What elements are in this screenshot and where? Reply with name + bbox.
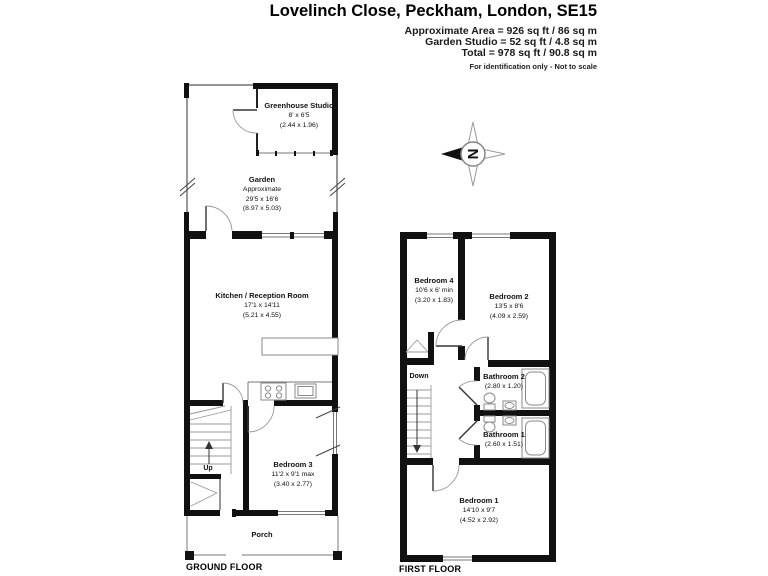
- stairs-down-label: Down: [409, 373, 429, 380]
- bedroom1-label: Bedroom 1 14'10 x 9'7 (4.52 x 2.92): [459, 496, 499, 524]
- bedroom1-door: [433, 465, 459, 491]
- kitchen-reception-label: Kitchen / Reception Room 17'1 x 14'11 (5.21 x 4.55): [215, 291, 309, 319]
- landing-closet: [406, 340, 428, 352]
- bathroom2-label: Bathroom 2 (2.80 x 1.20): [483, 372, 525, 390]
- toilet: [484, 404, 495, 410]
- garden-studio-line: Garden Studio = 52 sq ft / 4.8 sq m: [425, 36, 597, 48]
- porch-label: Porch: [251, 530, 273, 539]
- bedroom4-door: [436, 320, 462, 346]
- bathroom1-door: [459, 421, 477, 445]
- page-title: Lovelinch Close, Peckham, London, SE15: [269, 2, 597, 20]
- staircase-down: [407, 385, 431, 458]
- bedroom4-label: Bedroom 4 10'6 x 6' min (3.20 x 1.83): [414, 276, 454, 304]
- bedroom3-label: Bedroom 3 11'2 x 9'1 max (3.40 x 2.77): [271, 460, 315, 488]
- greenhouse-studio-label: Greenhouse Studio 8' x 6'5 (2.44 x 1.96): [264, 101, 334, 129]
- toilet: [484, 416, 495, 422]
- disclaimer-text: For identification only - Not to scale: [469, 62, 597, 71]
- bedroom2-label: Bedroom 2 13'5 x 8'6 (4.09 x 2.59): [489, 292, 529, 320]
- ground-floor-title: GROUND FLOOR: [186, 562, 263, 572]
- first-floor-title: FIRST FLOOR: [399, 564, 462, 574]
- bathroom1-label: Bathroom 1 (2.60 x 1.51): [483, 430, 525, 448]
- bedroom2-door: [465, 337, 488, 360]
- approx-area-line: Approximate Area = 926 sq ft / 86 sq m: [404, 25, 597, 37]
- compass-letter: N: [465, 148, 482, 160]
- garden-label: Garden Approximate 29'5 x 16'6 (8.97 x 5.03): [242, 175, 282, 212]
- stairs-up-label: Up: [203, 465, 213, 472]
- bathroom2-door: [459, 381, 477, 405]
- total-area-line: Total = 978 sq ft / 90.8 sq m: [461, 47, 597, 59]
